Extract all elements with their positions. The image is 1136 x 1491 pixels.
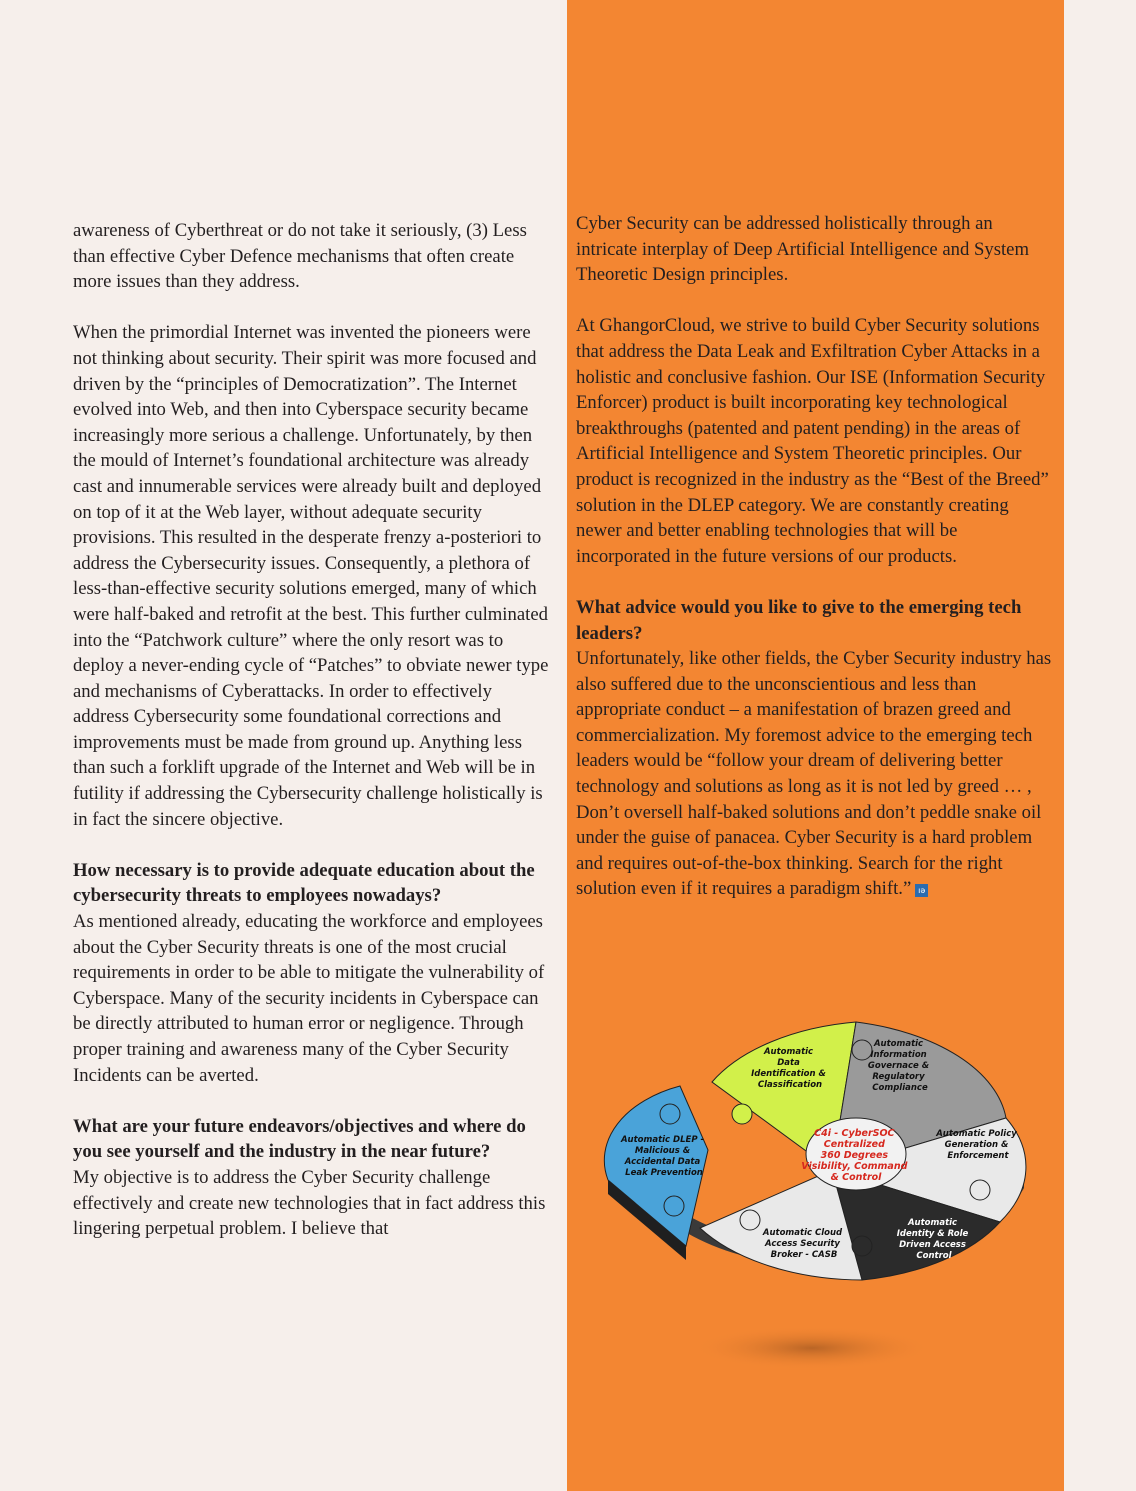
right-paragraph-1: Cyber Security can be addressed holistically through an intricate interplay of Deep Artificial Intelligence and System Theoretic Design principles. (576, 213, 1030, 286)
question-future: What are your future endeavors/objectives and where do you see yourself and the industry in the near future? (73, 1115, 526, 1163)
puzzle-knob-gray (852, 1040, 872, 1060)
label-dlep: Automatic DLEP - Malicious & Accidental Data Leak Prevention (620, 1135, 705, 1178)
left-column (73, 218, 551, 1267)
end-mark-icon: ıə (915, 884, 928, 897)
label-casb: Automatic Cloud Access Security Broker - CASB (762, 1228, 843, 1260)
puzzle-knob-blue (660, 1104, 680, 1124)
puzzle-knob-casb (740, 1210, 760, 1230)
question-education: How necessary is to provide adequate education about the cybersecurity threats to employees nowadays? (73, 859, 535, 907)
label-info-governance: Automatic Information Governace & Regulatory Compliance (867, 1039, 930, 1093)
puzzle-knob-blue-2 (664, 1196, 684, 1216)
answer-advice-text: Unfortunately, like other fields, the Cyber Security industry has also suffered due to the unconscientious and less than appropriate conduct – a manifestation of brazen greed and commercialization. My foremost advice to the emerging tech leaders would be “follow your dream of delivering better technology and solutions as long as it is not led by greed … , Don’t oversell half-baked solutions and don’t peddle snake oil under the guise of panacea. Cyber Security is a hard problem and requires out-of-the-box thinking. Search for the right solution even if it requires a paradigm shift.” (576, 648, 1052, 900)
answer-future: My objective is to address the Cyber Security challenge effectively and create new technologies that in fact address this lingering perpetual problem. I believe that (73, 1166, 546, 1240)
right-paragraph-2: At GhangorCloud, we strive to build Cyber Security solutions that address the Data Leak and Exfiltration Cyber Attacks in a holistic and conclusive fashion. Our ISE (Information Security Enforcer) product is built incorporating key technological breakthroughs (patented and patent pending) in the areas of Artificial Intelligence and System Theoretic principles. Our product is recognized in the industry as the “Best of the Breed” solution in the DLEP category. We are constantly creating newer and better enabling technologies that will be incorporated in the future versions of our products. (576, 315, 1049, 567)
label-identity: Automatic Identity & Role Driven Access Control (896, 1218, 969, 1261)
puzzle-knob-policy (970, 1180, 990, 1200)
left-paragraph-2: When the primordial Internet was invented the pioneers were not thinking about security. Their spirit was more focused and driven by the “principles of Democratization”. The Internet evolved into Web, and then into Cyberspace security became increasingly more serious a challenge. Unfortunately, by then the mould of Internet’s foundational architecture was already cast and innumerable services were already built and deployed on top of it at the Web layer, without adequate security provisions. This resulted in the desperate frenzy a-posteriori to address the Cybersecurity issues. Consequently, a plethora of less-than-effective security solutions emerged, many of which were half-baked and retrofit at the best. This further culminated into the “Patchwork culture” where the only resort was to deploy a never-ending cycle of “Patches” to obviate newer type and mechanisms of Cyberattacks. In order to effectively address Cybersecurity some foundational corrections and improvements must be made from ground up. Anything less than such a forklift upgrade of the Internet and Web will be in futility if addressing the Cybersecurity challenge holistically is in fact the sincere objective. (73, 322, 549, 830)
label-data-identification: Automatic Data Identification & Classification (751, 1047, 826, 1090)
label-center: C4i - CyberSOC Centralized 360 Degrees Visibility, Command & Control (801, 1128, 908, 1183)
puzzle-knob-dark (852, 1236, 872, 1256)
page-margin-strip (1064, 0, 1136, 1491)
answer-advice (576, 646, 1054, 902)
question-advice: What advice would you like to give to the emerging tech leaders? (576, 596, 1022, 644)
answer-education: As mentioned already, educating the workforce and employees about the Cyber Security threats is one of the most crucial requirements in order to be able to mitigate the vulnerability of Cyberspace. Many of the security incidents in Cyberspace can be directly attributed to human error or negligence. Through proper training and awareness many of the Cyber Security Incidents can be averted. (73, 911, 545, 1086)
diagram-shadow (692, 1326, 932, 1370)
right-column (576, 211, 1054, 928)
puzzle-knob-green (732, 1104, 752, 1124)
security-puzzle-diagram (600, 1010, 1040, 1380)
label-policy: Automatic Policy Generation & Enforcement (936, 1129, 1017, 1161)
left-paragraph-1: awareness of Cyberthreat or do not take it seriously, (3) Less than effective Cyber Defence mechanisms that often create more issues than they address. (73, 220, 527, 293)
